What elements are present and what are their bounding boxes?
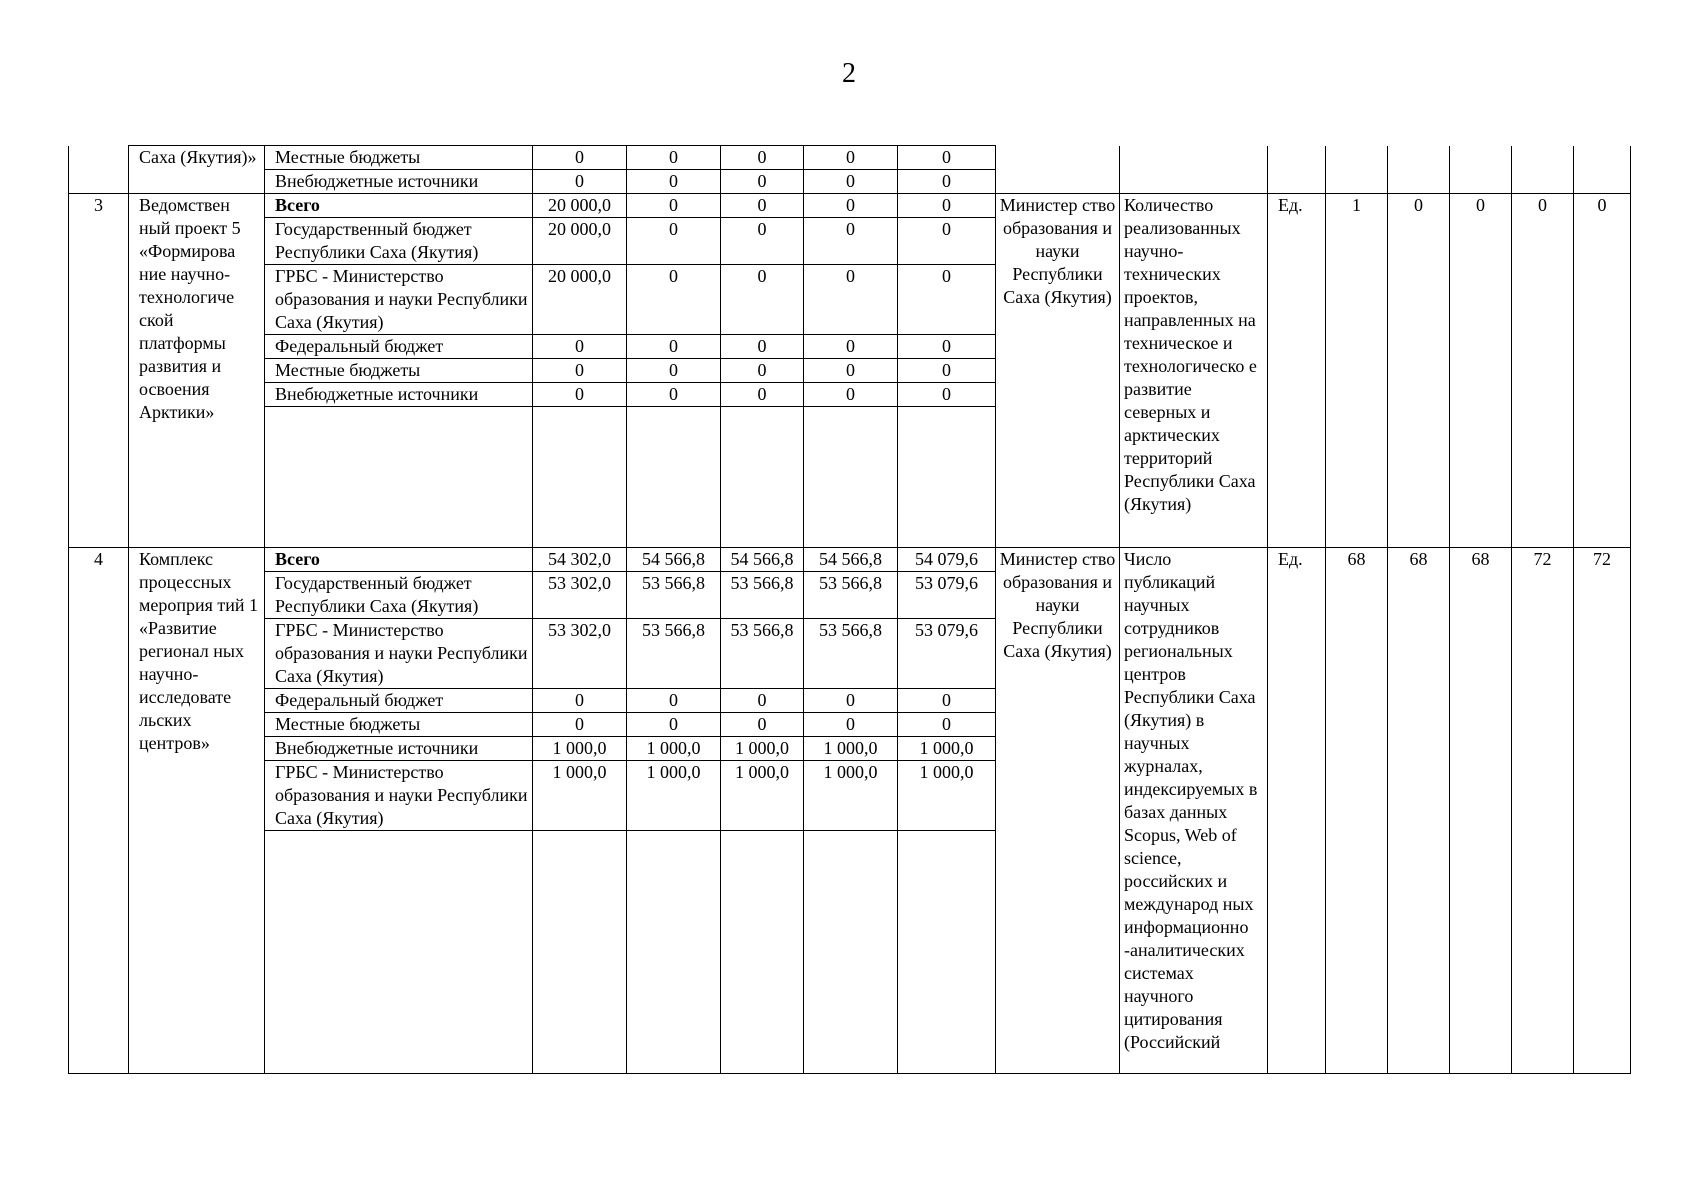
amount-cell: 0: [721, 146, 804, 170]
executor-cell: Министер ство образования и науки Республики Саха (Якутия): [996, 548, 1120, 1074]
target-value-cell: 68: [1326, 548, 1388, 1074]
amount-cell: 0: [627, 335, 721, 359]
funding-source: ГРБС - Министерство образования и науки Республики Саха (Якутия): [265, 265, 533, 335]
amount-cell: 0: [533, 383, 627, 407]
amount-cell: 0: [721, 335, 804, 359]
empty-cell: [1574, 146, 1631, 194]
amount-cell: 0: [627, 218, 721, 265]
amount-cell: 53 302,0: [533, 619, 627, 689]
amount-cell: 0: [898, 689, 996, 713]
amount-cell: 0: [627, 359, 721, 383]
empty-cell: [721, 831, 804, 1074]
table-row: [69, 146, 1631, 170]
amount-cell: 0: [533, 146, 627, 170]
amount-cell: 0: [721, 265, 804, 335]
target-value-cell: 0: [1512, 194, 1574, 548]
empty-cell: [1388, 146, 1450, 194]
empty-cell: [721, 407, 804, 548]
funding-source: Внебюджетные источники: [265, 170, 533, 194]
amount-cell: 1 000,0: [627, 761, 721, 831]
target-value-cell: 0: [1574, 194, 1631, 548]
empty-cell: [1120, 146, 1268, 194]
empty-cell: [996, 146, 1120, 194]
amount-cell: 0: [898, 383, 996, 407]
amount-cell: 54 302,0: [533, 548, 627, 572]
amount-cell: 1 000,0: [627, 737, 721, 761]
funding-source: Всего: [265, 194, 533, 218]
amount-cell: 0: [721, 170, 804, 194]
item-number-cell: [69, 146, 129, 194]
amount-cell: 0: [721, 359, 804, 383]
amount-cell: 53 566,8: [804, 572, 898, 619]
target-value-cell: 72: [1574, 548, 1631, 1074]
amount-cell: 1 000,0: [533, 761, 627, 831]
amount-cell: 0: [804, 170, 898, 194]
funding-source: Местные бюджеты: [265, 713, 533, 737]
amount-cell: 0: [533, 335, 627, 359]
item-name-cell: Саха (Якутия)»: [129, 146, 265, 194]
amount-cell: 0: [898, 170, 996, 194]
amount-cell: 53 566,8: [627, 619, 721, 689]
table-row: [69, 548, 1631, 572]
target-value-cell: 0: [1388, 194, 1450, 548]
amount-cell: 0: [804, 689, 898, 713]
amount-cell: 0: [804, 265, 898, 335]
amount-cell: 0: [898, 218, 996, 265]
amount-cell: 53 566,8: [721, 619, 804, 689]
funding-source: Государственный бюджет Республики Саха (Якутия): [265, 218, 533, 265]
empty-cell: [804, 831, 898, 1074]
amount-cell: 0: [721, 689, 804, 713]
amount-cell: 1 000,0: [898, 737, 996, 761]
amount-cell: 0: [721, 383, 804, 407]
executor-cell: Министер ство образования и науки Республики Саха (Якутия): [996, 194, 1120, 548]
item-name-cell: Комплекс процессных мероприя тий 1 «Развитие регионал ных научно-исследовате льских центров»: [129, 548, 265, 1074]
funding-source: Всего: [265, 548, 533, 572]
amount-cell: 0: [627, 194, 721, 218]
amount-cell: 0: [533, 359, 627, 383]
funding-source: ГРБС - Министерство образования и науки Республики Саха (Якутия): [265, 761, 533, 831]
amount-cell: 53 302,0: [533, 572, 627, 619]
amount-cell: 1 000,0: [721, 761, 804, 831]
amount-cell: 0: [804, 713, 898, 737]
amount-cell: 0: [627, 689, 721, 713]
amount-cell: 0: [898, 265, 996, 335]
item-name-cell: Ведомствен ный проект 5 «Формирова ние научно-технологиче ской платформы развития и освоения Арктики»: [129, 194, 265, 548]
target-value-cell: 68: [1388, 548, 1450, 1074]
item-number-cell: 3: [69, 194, 129, 548]
empty-cell: [533, 831, 627, 1074]
empty-cell: [627, 407, 721, 548]
amount-cell: 0: [627, 713, 721, 737]
table-row: [69, 194, 1631, 218]
amount-cell: 53 079,6: [898, 619, 996, 689]
amount-cell: 1 000,0: [804, 737, 898, 761]
amount-cell: 53 566,8: [721, 572, 804, 619]
item-number-cell: 4: [69, 548, 129, 1074]
empty-cell: [1512, 146, 1574, 194]
amount-cell: 0: [804, 194, 898, 218]
amount-cell: 53 566,8: [627, 572, 721, 619]
funding-source: ГРБС - Министерство образования и науки Республики Саха (Якутия): [265, 619, 533, 689]
empty-cell: [1450, 146, 1512, 194]
indicator-cell: Число публикаций научных сотрудников региональных центров Республики Саха (Якутия) в научных журналах, индексируемых в базах данных Scopus, Web of science, российских и международ ных информационно -аналитических системах научного цитирования (Российский: [1120, 548, 1268, 1074]
amount-cell: 0: [898, 335, 996, 359]
amount-cell: 54 566,8: [627, 548, 721, 572]
empty-cell: [1326, 146, 1388, 194]
unit-cell: Ед.: [1268, 548, 1326, 1074]
target-value-cell: 1: [1326, 194, 1388, 548]
target-value-cell: 72: [1512, 548, 1574, 1074]
amount-cell: 0: [804, 146, 898, 170]
amount-cell: 20 000,0: [533, 218, 627, 265]
empty-cell: [804, 407, 898, 548]
amount-cell: 0: [627, 146, 721, 170]
table-body: [69, 146, 1631, 1074]
funding-source: Местные бюджеты: [265, 359, 533, 383]
amount-cell: 0: [627, 170, 721, 194]
amount-cell: 0: [804, 359, 898, 383]
page-number: 2: [842, 58, 856, 89]
unit-cell: Ед.: [1268, 194, 1326, 548]
amount-cell: 0: [898, 359, 996, 383]
empty-cell: [898, 407, 996, 548]
amount-cell: 53 566,8: [804, 619, 898, 689]
amount-cell: 0: [721, 713, 804, 737]
amount-cell: 0: [898, 146, 996, 170]
target-value-cell: 0: [1450, 194, 1512, 548]
empty-cell: [265, 831, 533, 1074]
amount-cell: 0: [898, 713, 996, 737]
funding-source: Федеральный бюджет: [265, 689, 533, 713]
amount-cell: 0: [627, 383, 721, 407]
amount-cell: 54 079,6: [898, 548, 996, 572]
amount-cell: 53 079,6: [898, 572, 996, 619]
amount-cell: 0: [627, 265, 721, 335]
amount-cell: 1 000,0: [721, 737, 804, 761]
funding-source: Местные бюджеты: [265, 146, 533, 170]
empty-cell: [1268, 146, 1326, 194]
funding-source: Внебюджетные источники: [265, 383, 533, 407]
amount-cell: 54 566,8: [804, 548, 898, 572]
amount-cell: 1 000,0: [533, 737, 627, 761]
empty-cell: [627, 831, 721, 1074]
amount-cell: 20 000,0: [533, 265, 627, 335]
amount-cell: 0: [804, 383, 898, 407]
amount-cell: 0: [533, 170, 627, 194]
funding-source: Государственный бюджет Республики Саха (Якутия): [265, 572, 533, 619]
funding-source: Федеральный бюджет: [265, 335, 533, 359]
empty-cell: [533, 407, 627, 548]
amount-cell: 20 000,0: [533, 194, 627, 218]
funding-source: Внебюджетные источники: [265, 737, 533, 761]
amount-cell: 0: [533, 713, 627, 737]
amount-cell: 0: [721, 194, 804, 218]
amount-cell: 54 566,8: [721, 548, 804, 572]
empty-cell: [265, 407, 533, 548]
empty-cell: [898, 831, 996, 1074]
amount-cell: 0: [804, 218, 898, 265]
amount-cell: 0: [721, 218, 804, 265]
amount-cell: 0: [898, 194, 996, 218]
amount-cell: 1 000,0: [804, 761, 898, 831]
target-value-cell: 68: [1450, 548, 1512, 1074]
amount-cell: 1 000,0: [898, 761, 996, 831]
amount-cell: 0: [533, 689, 627, 713]
amount-cell: 0: [804, 335, 898, 359]
indicator-cell: Количество реализованных научно-технических проектов, направленных на техническое и технологическо е развитие северных и арктических территорий Республики Саха (Якутия): [1120, 194, 1268, 548]
budget-table: [68, 145, 1631, 1074]
